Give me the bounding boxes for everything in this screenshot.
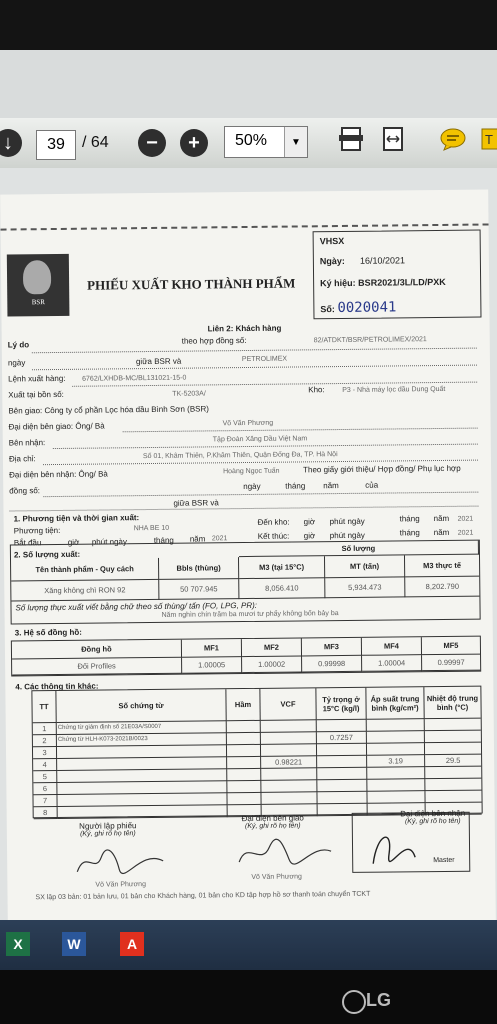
table-cell: 8 — [34, 807, 58, 819]
table-cell: Đối Profiles — [12, 658, 182, 676]
contract-number: 82/ATDKT/BSR/PETROLIMEX/2021 — [313, 336, 427, 345]
page-total: / 64 — [82, 134, 109, 151]
svg-text:T: T — [485, 132, 493, 147]
table-cell: 1.00005 — [182, 657, 242, 674]
month-label: tháng — [153, 535, 174, 545]
receiver-sign-hint: (Ký, ghi rõ họ tên) — [404, 817, 461, 826]
table-cell — [317, 720, 367, 733]
tank-number: TK-5203A/ — [172, 390, 206, 398]
minus-icon: − — [138, 129, 166, 157]
intro-letter-label: Theo giấy giới thiệu/ Hợp đồng/ Phụ lục hợp — [303, 463, 461, 475]
table-cell: 5 — [33, 771, 57, 783]
table-header: Tỷ trọng ở 15°C (kg/l) — [316, 688, 366, 721]
deliverer-sign-hint: (Ký, ghi rõ họ tên) — [244, 822, 301, 831]
table-cell — [425, 743, 481, 756]
vhsx-box — [313, 230, 482, 320]
minute-label: phút ngày — [91, 537, 128, 547]
table-cell: 4 — [33, 759, 57, 771]
contract-label: theo hợp đồng số: — [181, 336, 247, 346]
comment-icon[interactable] — [440, 124, 466, 154]
fit-width-icon[interactable] — [380, 124, 406, 154]
table-cell — [261, 744, 317, 757]
table-header: Hầm — [226, 689, 260, 721]
table-header: MF3 — [302, 638, 362, 657]
deliverer-label: Bên giao: Công ty cổ phần Lọc hóa dầu Bình Sơn (BSR) — [8, 404, 209, 416]
table-cell: Chứng từ giám định số 21E03A/S0007 — [57, 721, 227, 735]
table-cell — [367, 779, 425, 792]
table-cell — [317, 792, 367, 805]
receiver-name: Tập Đoàn Xăng Dầu Việt Nam — [212, 435, 308, 444]
table-header: Số lượng — [239, 541, 479, 558]
logo-text: BSR — [31, 298, 45, 307]
dotted-line — [123, 428, 478, 433]
date-row: Ngày: 16/10/2021 — [319, 255, 406, 267]
hour-label: giờ — [67, 537, 80, 547]
number-row: Số: 0020041 — [320, 299, 397, 317]
of-label: của — [365, 480, 379, 490]
table-cell: 3.19 — [367, 755, 425, 768]
tank-label: Xuất tại bồn số: — [8, 389, 64, 400]
month-label: tháng — [399, 528, 420, 538]
table-cell: Xăng không chì RON 92 — [11, 580, 159, 602]
table-cell: 2 — [33, 735, 57, 747]
fit-page-icon[interactable] — [338, 124, 364, 154]
year-value: 2021 — [457, 515, 474, 523]
contract-no-label: đồng số: — [9, 486, 41, 496]
lg-logo-icon — [342, 990, 366, 1014]
table-cell — [261, 792, 317, 805]
table-cell: 8,202.790 — [405, 577, 479, 598]
table-header: MT (tấn) — [325, 555, 405, 578]
table-header: M3 thực tế — [405, 555, 479, 578]
table-cell — [227, 793, 261, 805]
table-header: Áp suất trung bình (kg/cm²) — [366, 687, 424, 720]
table-cell — [367, 719, 425, 732]
table-cell — [261, 780, 317, 793]
signature-scribble — [67, 843, 177, 880]
receiver-sign-label: Đại diện bên nhận — [400, 808, 466, 819]
deliverer-sign-label: Đại diện bên giao — [241, 813, 304, 824]
month-label: tháng — [285, 481, 306, 491]
excel-icon[interactable]: X — [6, 932, 30, 956]
deliverer-rep-name: Võ Văn Phương — [222, 419, 274, 428]
year-label: năm — [323, 481, 339, 491]
pdf-icon[interactable]: A — [120, 932, 144, 956]
table-cell — [227, 781, 261, 793]
info-table — [31, 686, 482, 819]
document-title: PHIẾU XUẤT KHO THÀNH PHẨM — [87, 275, 296, 293]
table-cell — [425, 719, 481, 732]
minute-label: phút ngày — [329, 516, 365, 527]
table-cell — [227, 733, 261, 745]
section-4-title: 4. Các thông tin khác: — [15, 681, 99, 692]
arrive-label: Đến kho: — [257, 517, 290, 527]
hour-label: giờ — [303, 517, 316, 527]
copy-label: Liên 2: Khách hàng — [207, 323, 282, 334]
table-cell — [367, 743, 425, 756]
table-cell: 5,934.473 — [325, 577, 405, 598]
zoom-value: 50% — [235, 132, 268, 149]
word-icon[interactable]: W — [62, 932, 86, 956]
table-cell: 50 707.945 — [159, 579, 239, 600]
scanned-document — [0, 189, 496, 926]
preparer-name: Võ Văn Phương — [95, 881, 146, 889]
vehicle-label: Phương tiện: — [13, 525, 61, 536]
table-header: VCF — [260, 688, 316, 721]
quantity-words-label: Số lượng thực xuất viết bằng chữ theo số thùng/ tấn (FO, LPG, PR): — [15, 600, 258, 613]
table-cell: 0.7257 — [317, 732, 367, 745]
text-tool-icon[interactable] — [480, 124, 497, 154]
table-cell: 7 — [33, 795, 57, 807]
table-header: MF4 — [362, 637, 422, 656]
footnote: SX lập 03 bản: 01 bản lưu, 01 bản cho Khách hàng, 01 bản cho KD tập hợp hồ sơ thanh toán chuyển TCKT — [35, 890, 371, 902]
table-cell: 29.5 — [425, 755, 481, 768]
table-header: Đồng hồ — [12, 640, 182, 660]
table-cell: 1.00004 — [362, 655, 422, 672]
warehouse-name: P3 - Nhà máy lọc dầu Dung Quất — [342, 385, 446, 395]
section-1-title: 1. Phương tiện và thời gian xuất: — [13, 513, 140, 524]
table-cell — [425, 731, 481, 744]
table-header: MF5 — [422, 637, 480, 656]
address-label: Địa chỉ: — [8, 454, 36, 464]
table-cell — [317, 744, 367, 757]
table-cell: 0.99998 — [302, 656, 362, 673]
receiver-rep-name: Hoàng Ngọc Tuấn — [223, 467, 280, 476]
signature-scribble — [363, 823, 423, 868]
flame-icon — [23, 260, 51, 294]
between-bsr-label-2: giữa BSR và — [173, 498, 219, 508]
table-header: TT — [32, 691, 56, 723]
master-label: Master — [433, 856, 455, 865]
dotted-line — [53, 444, 478, 449]
company-logo — [7, 254, 70, 317]
zoom-select[interactable] — [224, 126, 308, 158]
day-label: ngày — [243, 481, 261, 492]
year-value: 2021 — [211, 535, 228, 543]
table-cell — [425, 779, 481, 792]
dotted-line — [32, 348, 477, 354]
vehicle-name: NHA BE 10 — [133, 524, 170, 533]
table-cell: 8,056.410 — [239, 578, 325, 599]
deliverer-name: Võ Văn Phương — [251, 873, 302, 881]
receiver-label: Bên nhận: — [8, 438, 46, 448]
table-header: M3 (tại 15°C) — [239, 556, 325, 579]
symbol-row: Ký hiệu: BSR2021/3L/LD/PXK — [320, 276, 446, 289]
table-cell — [227, 721, 261, 733]
table-cell: 6 — [33, 783, 57, 795]
year-label: năm — [189, 534, 206, 544]
table-cell — [261, 732, 317, 745]
dotted-line — [32, 365, 477, 371]
month-label: tháng — [399, 514, 420, 524]
table-cell — [317, 780, 367, 793]
table-cell: 3 — [33, 747, 57, 759]
table-header: Nhiệt độ trung bình (°C) — [424, 687, 480, 720]
deliverer-rep-label: Đại diện bên giao: Ông/ Bà — [8, 421, 105, 432]
table-cell — [227, 745, 261, 757]
deliverer-signature — [223, 813, 323, 830]
quantity-words: Năm nghìn chín trăm ba mươi tư phẩy không bốn bảy ba — [161, 610, 339, 619]
zoom-in-button[interactable] — [180, 128, 208, 158]
table-cell: 0.98221 — [261, 756, 317, 769]
start-label: Bắt đầu — [13, 538, 42, 548]
warehouse-label: Kho: — [308, 385, 325, 395]
table-cell — [227, 769, 261, 781]
plus-icon: + — [180, 129, 208, 157]
year-label: năm — [433, 513, 450, 524]
table-cell — [367, 791, 425, 804]
table-cell: 1.00002 — [242, 656, 302, 673]
zoom-out-button[interactable] — [138, 128, 166, 158]
table-cell: Chứng từ HLH-K073-2021B/0023 — [57, 733, 227, 747]
meter-table — [11, 636, 481, 677]
table-cell — [317, 756, 367, 769]
table-cell: 0.99997 — [422, 655, 480, 672]
year-label: năm — [433, 527, 450, 538]
order-label: Lệnh xuất hàng: — [8, 373, 66, 384]
between-bsr-label: giữa BSR và — [135, 356, 182, 367]
section-2-title: 2. Số lượng xuất: — [13, 549, 81, 560]
table-cell — [367, 731, 425, 744]
reason-label: Lý do — [7, 340, 30, 350]
page-number-input[interactable]: 39 — [36, 130, 76, 160]
table-cell — [58, 805, 228, 819]
table-header: MF2 — [242, 638, 302, 657]
table-header: Tên thành phẩm - Quy cách — [11, 558, 159, 582]
dotted-line — [43, 492, 478, 498]
signature-scribble — [231, 835, 341, 872]
table-cell — [317, 768, 367, 781]
table-cell: 1 — [33, 723, 57, 735]
table-cell — [227, 757, 261, 769]
address-value: Số 01, Khâm Thiên, P.Khâm Thiên, Quận Đống Đa, TP. Hà Nội — [142, 451, 338, 461]
master-stamp — [352, 808, 471, 873]
order-number: 6762/LXHDB-MC/BL131021-15-0 — [82, 374, 187, 383]
table-cell — [261, 720, 317, 733]
dotted-line — [9, 506, 478, 512]
page-down-icon[interactable]: ↓ — [0, 128, 22, 158]
table-cell — [425, 767, 481, 780]
monitor-brand: LG — [366, 990, 391, 1010]
table-header: Số chứng từ — [56, 689, 226, 723]
table-cell — [261, 768, 317, 781]
section-3-title: 3. Hệ số đồng hồ: — [14, 627, 82, 638]
table-header: MF1 — [182, 639, 242, 658]
preparer-signature — [63, 821, 153, 838]
preparer-hint: (Ký, ghi rõ họ tên) — [80, 830, 136, 838]
end-label: Kết thúc: — [257, 531, 290, 541]
preparer-label: Người lập phiếu — [79, 821, 137, 831]
table-cell — [367, 767, 425, 780]
vhsx-header: VHSX — [319, 235, 345, 247]
partner-name: PETROLIMEX — [241, 355, 288, 364]
date-line-label: ngày — [7, 358, 26, 368]
receiver-rep-label: Đại diện bên nhận: Ông/ Bà — [9, 469, 108, 480]
year-value: 2021 — [457, 529, 474, 537]
chevron-down-icon[interactable]: ▼ — [284, 127, 307, 157]
hour-label: giờ — [303, 531, 316, 541]
table-cell — [425, 791, 481, 804]
minute-label: phút ngày — [329, 530, 365, 541]
table-header: Bbls (thùng) — [159, 557, 239, 580]
